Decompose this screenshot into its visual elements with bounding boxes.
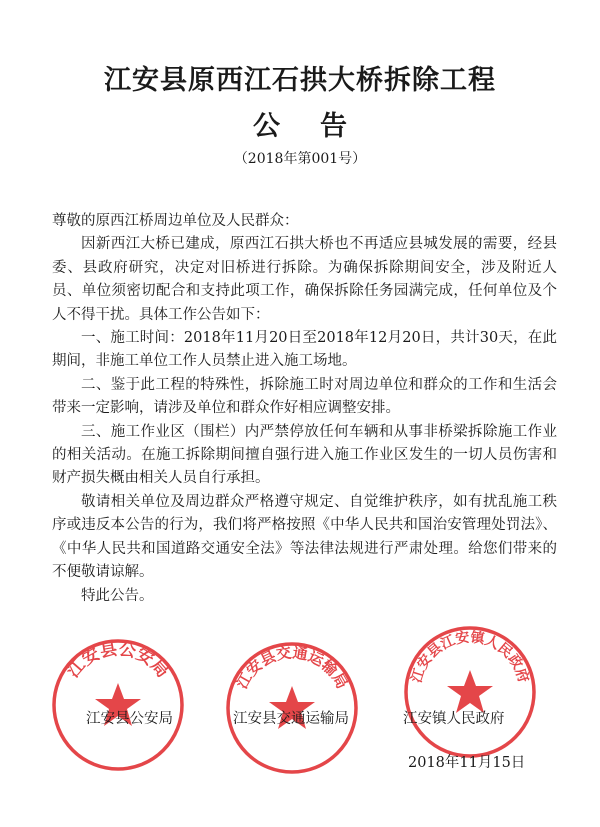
paragraph-closing: 特此公告。 xyxy=(81,587,154,604)
notice-body xyxy=(52,210,557,608)
signatory-transport: 江安县交通运输局 xyxy=(233,711,349,727)
notice-heading: 公告 xyxy=(253,111,387,142)
paragraph-item-1: 一、施工时间：2018年11月20日至2018年12月20日，共计30天，在此期间，非施工单位工作人员禁止进入施工场地。 xyxy=(52,330,557,370)
seal-text: 江安县公安局 xyxy=(63,639,173,682)
official-seal-township xyxy=(400,622,540,762)
seal-text: 江安县交通运输局 xyxy=(232,643,352,692)
paragraph-item-3: 三、施工作业区（围栏）内严禁停放任何车辆和从事非桥梁拆除施工作业的相关活动。在施工拆除期间擅自强行进入施工作业区发生的一切人员伤害和财产损失概由相关人员自行承担。 xyxy=(52,423,557,487)
official-seal-police xyxy=(48,635,188,775)
paragraph-item-2: 二、鉴于此工程的特殊性，拆除施工时对周边单位和群众的工作和生活会带来一定影响，请涉及单位和群众作好相应调整安排。 xyxy=(52,376,557,417)
paragraph-request: 敬请相关单位及周边群众严格遵守规定、自觉维护秩序，如有扰乱施工秩序或违反本公告的行为，我们将严格按照《中华人民共和国治安管理处罚法》、《中华人民共和国道路交通安全法》等法律法规进行严肃处理。给您们带来的不便敬请谅解。 xyxy=(52,493,557,581)
signatory-township: 江安镇人民政府 xyxy=(403,711,505,727)
greeting: 尊敬的原西江桥周边单位及人民群众： xyxy=(52,213,299,229)
notice-date: 2018年11月15日 xyxy=(408,755,526,771)
paragraph-intro: 因新西江大桥已建成，原西江石拱大桥也不再适应县城发展的需要，经县委、县政府研究，决定对旧桥进行拆除。为确保拆除期间安全，涉及附近人员、单位须密切配合和支持此项工作，确保拆除任务园满完成，任何单位及个人不得干扰。具体工作公告如下： xyxy=(52,236,557,323)
notice-title: 江安县原西江石拱大桥拆除工程 xyxy=(104,65,496,96)
signatory-police: 江安县公安局 xyxy=(86,711,173,727)
document-number: （2018年第001号） xyxy=(233,151,367,167)
svg-text:江安县公安局 xyxy=(63,639,172,681)
svg-text:江安县交通运输局 xyxy=(232,644,351,693)
seal-text: 江安县江安镇人民政府 xyxy=(408,629,532,685)
